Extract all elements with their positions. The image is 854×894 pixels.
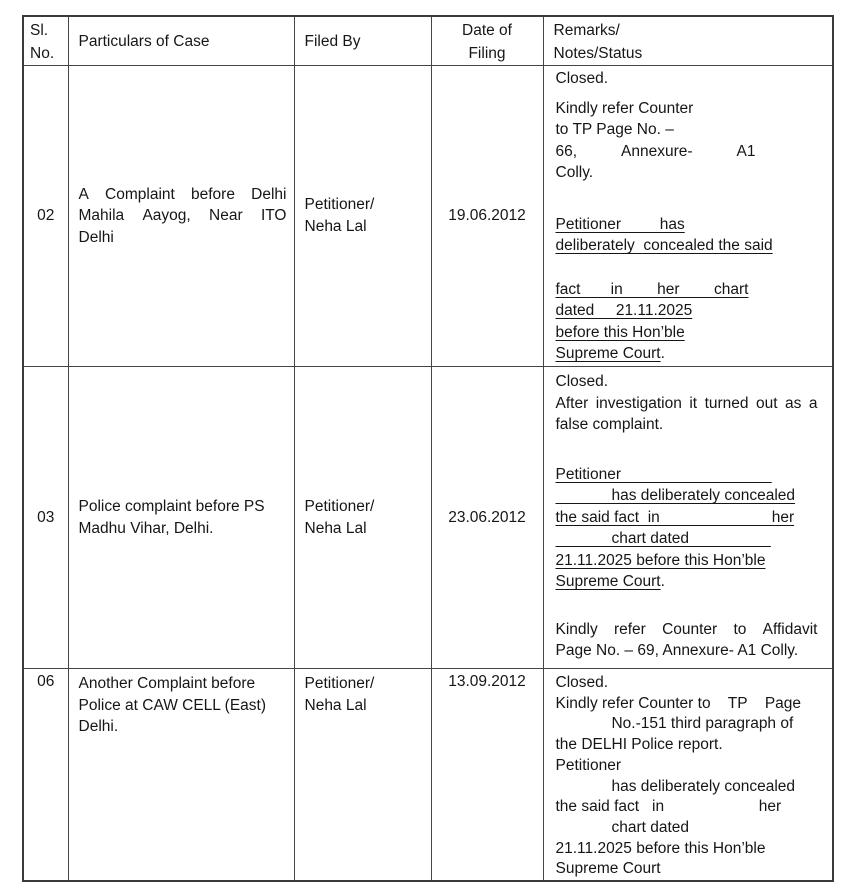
- text-segment: Kindly refer Counter: [555, 99, 694, 117]
- case-table: [22, 15, 834, 882]
- text-line: [556, 98, 827, 120]
- text-line: [556, 797, 827, 818]
- text-line: [79, 184, 287, 206]
- text-segment: Kindly: [555, 620, 598, 638]
- text-segment: Delhi: [251, 185, 287, 203]
- text-line: [556, 859, 827, 880]
- text-line: [556, 694, 827, 715]
- text-segment: Delhi.: [78, 718, 119, 735]
- text-line: [79, 227, 288, 249]
- text-segment: Counter: [662, 620, 718, 638]
- text-line: [556, 464, 827, 486]
- header-particulars: [68, 16, 294, 66]
- text-segment: .: [660, 345, 665, 362]
- cell-particulars: [68, 66, 294, 367]
- text-line: [556, 640, 827, 662]
- header-particulars-label: Particulars of Case: [78, 32, 210, 50]
- text-segment: has deliberately concealed: [555, 777, 796, 795]
- text-segment: Affidavit: [762, 620, 818, 638]
- header-remarks-line1: Remarks/: [553, 22, 620, 39]
- text-segment: .: [660, 573, 665, 590]
- text-segment: before this Hon’ble: [555, 323, 685, 341]
- filed-by-line1: Petitioner/: [304, 196, 375, 213]
- text-segment: Kindly refer Counter to TP Page: [555, 694, 802, 712]
- text-segment: Closed.: [555, 70, 609, 87]
- text-line: [556, 279, 827, 301]
- text-line: [79, 673, 288, 695]
- text-segment: before: [191, 185, 235, 203]
- text-line: [79, 518, 288, 540]
- text-line: [556, 571, 827, 593]
- table-row-02: [23, 66, 833, 367]
- text-segment: A: [78, 185, 89, 203]
- text-line: [556, 777, 827, 798]
- text-line: [556, 507, 827, 529]
- text-segment: investigation: [595, 394, 682, 412]
- text-segment: Another Complaint before: [78, 675, 256, 692]
- text-segment: Supreme Court: [555, 573, 661, 590]
- text-segment: Delhi: [78, 228, 114, 246]
- text-line: [556, 485, 827, 507]
- text-segment: Aayog,: [142, 207, 191, 225]
- header-date-of-filing: [431, 16, 543, 66]
- text-line: [556, 141, 756, 163]
- text-segment: ITO: [260, 207, 287, 225]
- text-line: [79, 496, 288, 518]
- header-date-line1: Date of: [462, 22, 512, 39]
- text-segment: the DELHI Police report.: [555, 736, 723, 754]
- cell-filed-by: [294, 367, 431, 669]
- filed-by-line2: Neha Lal: [304, 218, 367, 235]
- text-line: [556, 119, 827, 141]
- text-segment: Near: [209, 207, 243, 225]
- text-segment: to TP Page No. –: [555, 121, 674, 138]
- cell-remarks: [543, 66, 833, 367]
- text-segment: out: [755, 394, 778, 412]
- header-remarks: [543, 16, 833, 66]
- cell-sl-no: 06: [23, 669, 68, 882]
- text-segment: Complaint: [105, 185, 175, 203]
- text-segment: 66,: [555, 142, 578, 160]
- text-line: [556, 818, 827, 839]
- text-line: [556, 619, 818, 641]
- filed-by-line2: Neha Lal: [304, 519, 367, 537]
- table-header-row: [23, 16, 833, 66]
- text-line: [556, 735, 827, 756]
- cell-particulars: [68, 669, 294, 882]
- text-segment: as: [785, 394, 802, 412]
- text-segment: After: [555, 394, 589, 412]
- text-line: [556, 68, 827, 90]
- header-filed-by-label: Filed By: [304, 32, 361, 50]
- text-line: [79, 205, 287, 227]
- text-segment: chart dated: [555, 530, 771, 547]
- text-segment: the said fact in her: [555, 508, 795, 526]
- text-line: [79, 716, 288, 738]
- cell-particulars: [68, 367, 294, 669]
- text-segment: Police complaint before PS: [78, 498, 265, 515]
- cell-filed-by: [294, 66, 431, 367]
- text-line: [556, 235, 827, 257]
- text-segment: Supreme Court: [555, 860, 661, 878]
- text-segment: Colly.: [555, 164, 594, 181]
- header-sl-line2: No.: [30, 45, 55, 62]
- cell-filed-by: [294, 669, 431, 882]
- text-segment: Police at CAW CELL (East): [78, 696, 266, 714]
- cell-sl-no: 03: [23, 367, 68, 669]
- text-segment: Supreme Court: [555, 345, 661, 362]
- text-segment: 21.11.2025 before this Hon’ble: [555, 839, 766, 857]
- table-row-03: [23, 367, 833, 669]
- text-line: [556, 414, 827, 436]
- text-segment: Closed.: [555, 373, 609, 390]
- text-segment: No.-151 third paragraph of: [555, 715, 794, 733]
- text-line: [556, 673, 827, 694]
- text-line: [556, 839, 827, 860]
- cell-sl-no: 02: [23, 66, 68, 367]
- text-segment: a: [808, 394, 818, 412]
- text-segment: 21.11.2025 before this Hon’ble: [555, 551, 766, 569]
- text-segment: fact in her chart: [555, 280, 749, 298]
- text-line: [556, 528, 827, 550]
- text-segment: turned: [704, 394, 749, 412]
- filed-by-line2: Neha Lal: [304, 697, 367, 714]
- filed-by-line1: Petitioner/: [304, 675, 375, 692]
- text-line: [79, 695, 288, 717]
- text-segment: Closed.: [555, 674, 609, 691]
- header-filed-by: [294, 16, 431, 66]
- text-segment: Mahila: [78, 207, 125, 225]
- header-sl-no: [23, 16, 68, 66]
- cell-remarks: [543, 367, 833, 669]
- text-line: [556, 714, 827, 735]
- text-line: [556, 162, 827, 184]
- text-segment: the said fact in her: [555, 798, 782, 816]
- header-sl-line1: Sl.: [30, 22, 49, 39]
- filed-by-line1: Petitioner/: [304, 497, 375, 515]
- text-line: [556, 371, 827, 393]
- text-segment: Annexure-: [621, 142, 693, 160]
- text-segment: false complaint.: [555, 416, 664, 433]
- cell-remarks: [543, 669, 833, 882]
- text-segment: Petitioner: [555, 756, 621, 774]
- text-segment: it: [689, 394, 698, 412]
- text-line: [556, 300, 827, 322]
- text-segment: deliberately concealed the said: [555, 237, 773, 254]
- text-line: [556, 322, 827, 344]
- text-segment: has deliberately concealed: [555, 487, 796, 504]
- text-segment: Petitioner: [555, 465, 772, 483]
- table-row-06: [23, 669, 833, 882]
- text-line: [556, 756, 827, 777]
- text-segment: Page No. – 69, Annexure- A1 Colly.: [555, 642, 799, 659]
- text-segment: to: [733, 620, 747, 638]
- text-segment: refer: [613, 620, 646, 638]
- header-date-line2: Filing: [468, 45, 506, 62]
- cell-date-of-filing: 13.09.2012: [431, 669, 543, 882]
- text-segment: chart dated: [555, 818, 690, 836]
- text-segment: Petitioner has: [555, 215, 685, 233]
- text-line: [556, 343, 827, 365]
- text-segment: dated 21.11.2025: [555, 302, 693, 319]
- text-segment: Madhu Vihar, Delhi.: [78, 519, 214, 537]
- cell-date-of-filing: 19.06.2012: [431, 66, 543, 367]
- text-line: [556, 550, 827, 572]
- text-line: [556, 214, 827, 236]
- cell-date-of-filing: 23.06.2012: [431, 367, 543, 669]
- header-remarks-line2: Notes/Status: [553, 45, 643, 62]
- text-line: [556, 393, 818, 415]
- text-segment: A1: [736, 142, 756, 160]
